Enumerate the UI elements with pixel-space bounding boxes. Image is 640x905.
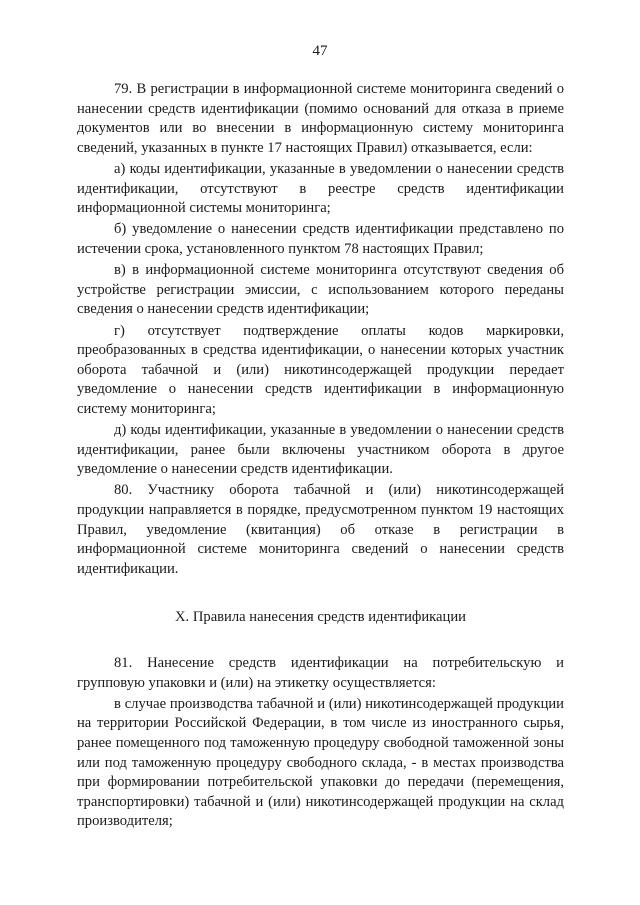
paragraph-79-a: а) коды идентификации, указанные в уведомлении о нанесении средств идентификации, отсутствуют в реестре средств идентификации информационной системы мониторинга;	[77, 160, 564, 217]
paragraph-79-g: г) отсутствует подтверждение оплаты кодов маркировки, преобразованных в средства идентификации, о нанесении которых участник оборота табачной и (или) никотинсодержащей продукции передает уведомление о нанесении средств идентификации в информационную систему мониторинга;	[77, 322, 564, 417]
section-heading: X. Правила нанесения средств идентификации	[175, 609, 466, 626]
paragraph-79-b: б) уведомление о нанесении средств идентификации представлено по истечении срока, установленного пунктом 78 настоящих Правил;	[77, 221, 564, 257]
paragraph-81: 81. Нанесение средств идентификации на потребительскую и групповую упаковки и (или) на этикетку осуществляется:	[77, 655, 564, 691]
paragraph-79: 79. В регистрации в информационной системе мониторинга сведений о нанесении средств идентификации (помимо оснований для отказа в приеме документов или во внесении в информационную систему мониторинга сведений, указанных в пункте 17 настоящих Правил) отказывается, если:	[77, 81, 564, 156]
page-number: 47	[312, 43, 328, 59]
paragraph-79-v: в) в информационной системе мониторинга отсутствуют сведения об устройстве регистрации эмиссии, с использованием которого переданы сведения о нанесении средств идентификации;	[77, 262, 564, 318]
document-body	[77, 80, 564, 834]
paragraph-79-d: д) коды идентификации, указанные в уведомлении о нанесении средств идентификации, ранее были включены участником оборота в другое уведомление о нанесении средств идентификации.	[77, 422, 564, 478]
paragraph-81-item: в случае производства табачной и (или) никотинсодержащей продукции на территории Российской Федерации, в том числе из иностранного сырья, ранее помещенного под таможенную процедуру свободной таможенной зоны или под таможенную процедуру свободного склада, - в местах производства при формировании потребительской упаковки до передачи (перемещения, транспортировки) табачной и (или) никотинсодержащей продукции на склад производителя;	[77, 695, 564, 830]
paragraph-80: 80. Участнику оборота табачной и (или) никотинсодержащей продукции направляется в порядке, предусмотренном пунктом 19 настоящих Правил, уведомление (квитанция) об отказе в регистрации в информационной системе мониторинга сведений о нанесении средств идентификации.	[77, 482, 564, 577]
